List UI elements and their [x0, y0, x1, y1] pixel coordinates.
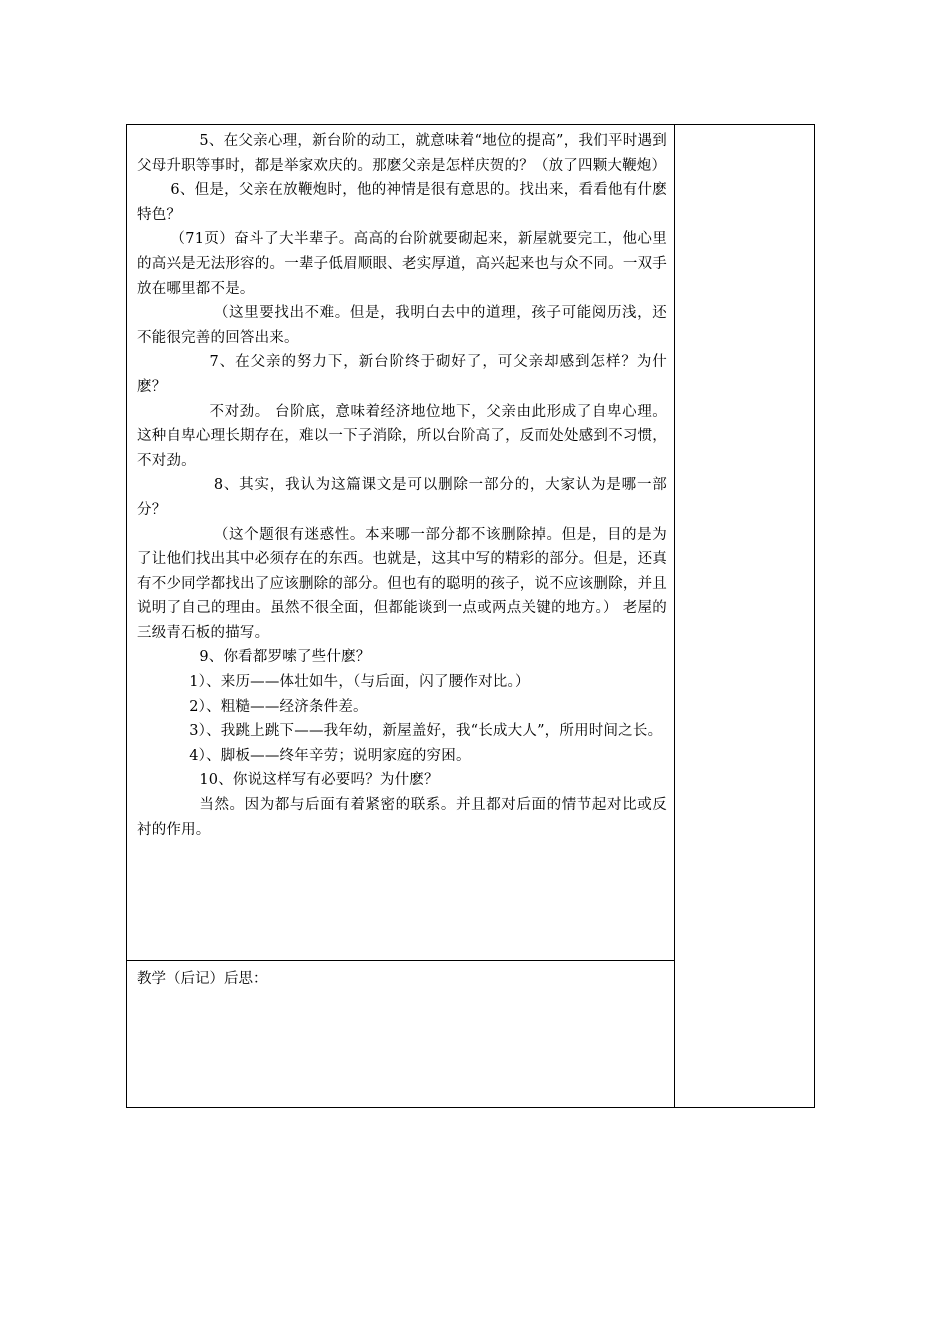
lesson-paragraph: 5、在父亲心理，新台阶的动工，就意味着“地位的提高”，我们平时遇到父母升职等事时，都是举家欢庆的。那麽父亲是怎样庆贺的？（放了四颗大鞭炮）	[137, 133, 667, 174]
lesson-content-cell	[137, 129, 667, 959]
column-divider	[674, 125, 675, 1107]
lesson-paragraph: 3）、我跳上跳下——我年幼，新屋盖好，我“长成大人”，所用时间之长。	[189, 723, 663, 740]
lesson-paragraph: 4）、脚板——终年辛劳；说明家庭的穷困。	[189, 747, 471, 764]
lesson-paragraph: （71页）奋斗了大半辈子。高高的台阶就要砌起来，新屋就要完工，他心里的高兴是无法形容的。一辈子低眉顺眼、老实厚道，高兴起来也与众不同。一双手放在哪里都不是。	[137, 231, 667, 297]
lesson-paragraph: 7、在父亲的努力下，新台阶终于砌好了，可父亲却感到怎样？为什麽？	[137, 354, 667, 395]
lesson-paragraph: 1）、来历——体壮如牛，（与后面，闪了腰作对比。）	[189, 674, 530, 691]
lesson-table	[126, 124, 815, 1108]
row-divider	[127, 960, 674, 961]
lesson-paragraph: 9、你看都罗嗦了些什麽？	[199, 649, 371, 666]
lesson-paragraph: 8、其实，我认为这篇课文是可以删除一部分的，大家认为是哪一部分？	[137, 477, 667, 518]
lesson-paragraph: 10、你说这样写有必要吗？为什麽？	[199, 772, 439, 789]
lesson-paragraph: （这个题很有迷惑性。本来哪一部分都不该删除掉。但是，目的是为了让他们找出其中必须存在的东西。也就是，这其中写的精彩的部分。但是，还真有不少同学都找出了应该删除的部分。但也有的聪明的孩子，说不应该删除，并且说明了自己的理由。虽然不很全面，但都能谈到一点或两点关键的地方。） 老屋的三级青石板的描写。	[137, 526, 667, 641]
lesson-paragraph: （这里要找出不难。但是，我明白去中的道理，孩子可能阅历浅，还不能很完善的回答出来。	[137, 305, 667, 346]
lesson-paragraph: 2）、粗糙——经济条件差。	[189, 698, 368, 715]
lesson-paragraph: 6、但是，父亲在放鞭炮时，他的神情是很有意思的。找出来，看看他有什麽特色？	[137, 182, 667, 223]
lesson-paragraph: 当然。因为都与后面有着紧密的联系。并且都对后面的情节起对比或反衬的作用。	[137, 797, 667, 838]
reflection-label: 教学（后记）后思：	[137, 971, 268, 987]
lesson-paragraph: 不对劲。 台阶底，意味着经济地位地下，父亲由此形成了自卑心理。这种自卑心理长期存在，难以一下子消除，所以台阶高了，反而处处感到不习惯，不对劲。	[137, 403, 667, 469]
